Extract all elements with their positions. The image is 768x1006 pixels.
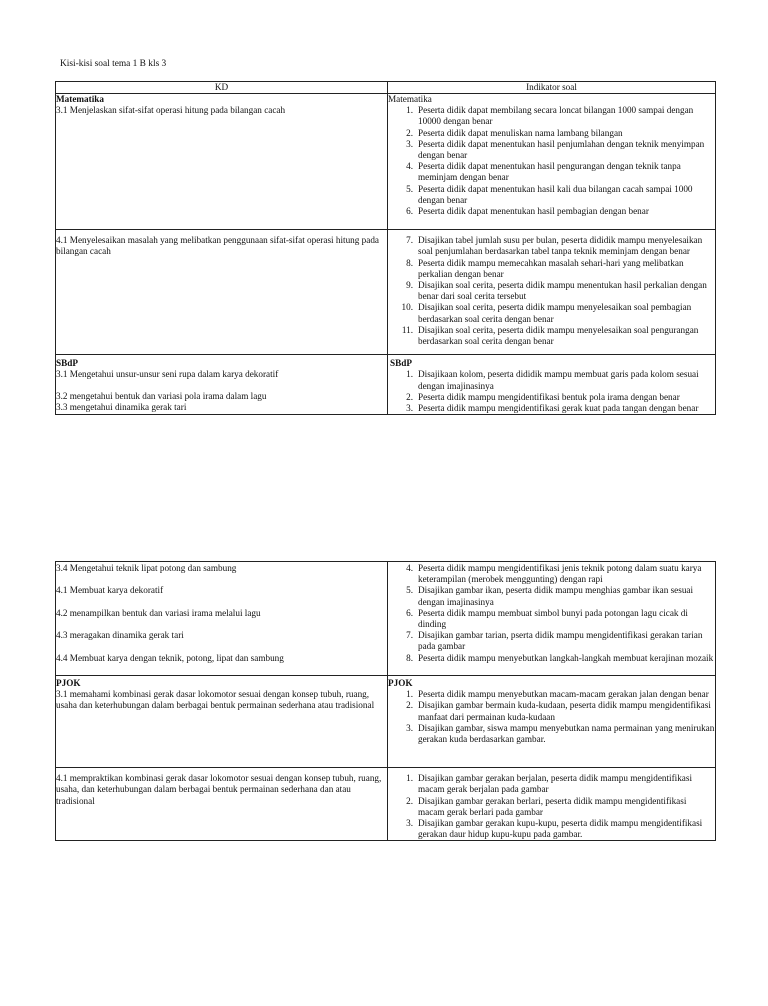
section-heading-matematika: Matematika [56, 94, 104, 104]
item-number: 5. [406, 585, 413, 596]
indikator-item [388, 105, 715, 127]
item-text: Peserta didik mampu menyebutkan langkah-langkah membuat kerajinan mozaik [418, 652, 714, 663]
item-text: Peserta didik mampu mengidentifikasi bentuk pola irama dengan benar [418, 391, 680, 402]
item-number: 5. [406, 183, 413, 194]
item-text: Peserta didik dapat menentukan hasil penjumlahan dengan teknik menyimpan dengan benar [418, 138, 705, 161]
indikator-item [388, 818, 715, 840]
indikator-item [388, 235, 715, 257]
indikator-item [388, 184, 715, 206]
indikator-item [388, 796, 715, 818]
indikator-list [388, 563, 715, 664]
kd-text: 4.1 Membuat karya dekoratif [56, 585, 164, 596]
kd-text: 4.3 meragakan dinamika gerak tari [56, 630, 184, 641]
item-text: Peserta didik mampu menyebutkan macam-macam gerakan jalan dengan benar [418, 689, 709, 700]
section-heading-sbdp-indikator: SBdP [390, 358, 412, 369]
item-number: 6. [406, 206, 413, 217]
kd-text: 3.1 Menjelaskan sifat-sifat operasi hitung pada bilangan cacah [56, 105, 286, 116]
item-text: Peserta didik dapat menentukan hasil pengurangan dengan teknik tanpa meminjam dengan benar [418, 161, 681, 183]
indikator-list [388, 235, 715, 347]
item-text: Disajikan soal cerita, peserta didik mampu menyelesaikan soal pengurangan berdasarkan soal cerita dengan benar [418, 324, 699, 347]
indikator-item [388, 392, 715, 403]
item-number: 4. [406, 161, 413, 172]
indikator-cell [388, 562, 716, 676]
item-number: 4. [406, 563, 413, 573]
item-text: Peserta didik dapat membilang secara loncat bilangan 1000 sampai dengan 10000 dengan benar [418, 105, 694, 127]
kisi-table-page1 [55, 81, 716, 415]
kd-text: 3.3 mengetahui dinamika gerak tari [56, 401, 187, 412]
indikator-item [388, 773, 715, 795]
indikator-cell [388, 230, 716, 355]
item-text: Disajikan soal cerita, peserta didik mampu menyelesaikan soal pembagian berdasarkan soal cerita dengan benar [418, 302, 692, 324]
kd-text: 3.2 mengetahui bentuk dan variasi pola irama dalam lagu [56, 390, 267, 401]
kd-text: 4.4 Membuat karya dengan teknik, potong, lipat dan sambung [56, 652, 284, 663]
kd-text: 4.1 mempraktikan kombinasi gerak dasar lokomotor sesuai dengan konsep tubuh, ruang, usaha, dan keterhubungan dalam berbagai bentuk permainan sederhana dan atau tradisional [56, 773, 382, 806]
table-row-matematika-3-1 [56, 94, 716, 230]
table-row-pjok-3-1 [56, 675, 716, 767]
item-number: 6. [406, 607, 413, 618]
kd-cell [56, 355, 388, 415]
item-number: 1. [406, 369, 413, 380]
item-text: Disajikaan kolom, peserta dididik mampu membuat garis pada kolom sesuai dengan imajinasinya [418, 369, 699, 391]
indikator-item [388, 630, 715, 652]
item-number: 10. [401, 302, 413, 313]
item-number: 3. [406, 817, 413, 828]
header-indikator: Indikator soal [388, 82, 716, 94]
kisi-table-page2 [55, 561, 716, 841]
indikator-item [388, 139, 715, 161]
table-row-matematika-4-1 [56, 230, 716, 355]
indikator-item [388, 700, 715, 722]
indikator-item [388, 302, 715, 324]
item-text: Disajikan gambar gerakan berjalan, peserta didik mampu mengidentifikasi macam gerak berjalan pada gambar [418, 773, 693, 795]
indikator-item [388, 206, 715, 217]
item-text: Disajikan gambar, siswa mampu menyebutkan nama permainan yang menirukan gerakan kuda berdasarkan gambar. [418, 722, 715, 744]
indikator-list [388, 689, 715, 745]
item-number: 11. [401, 324, 413, 335]
item-number: 1. [406, 689, 413, 700]
item-text: Disajikan tabel jumlah susu per bulan, peserta dididik mampu menyelesaikan soal penjumlahan berdasarkan tabel tanpa teknik meminjam dengan benar [418, 235, 703, 257]
indikator-list [388, 773, 715, 840]
section-heading-pjok-indikator: PJOK [388, 677, 413, 688]
kd-text: 4.1 Menyelesaikan masalah yang melibatkan penggunaan sifat-sifat operasi hitung pada bilangan cacah [56, 235, 379, 257]
indikator-item [388, 280, 715, 302]
item-number: 3. [406, 722, 413, 733]
indikator-item [388, 608, 715, 630]
header-kd: KD [56, 82, 388, 94]
table-header-row [56, 82, 716, 94]
item-text: Peserta didik dapat menentukan hasil pembagian dengan benar [418, 206, 649, 217]
indikator-item [388, 258, 715, 280]
item-number: 1. [406, 105, 413, 116]
kd-cell [56, 562, 388, 676]
item-text: Disajikan gambar bermain kuda-kudaan, peserta didik mampu mengidentifikasi manfaat dari permainan kuda-kudaan [418, 700, 711, 722]
section-heading-matematika-indikator: Matematika [388, 94, 432, 104]
section-heading-pjok: PJOK [56, 677, 81, 688]
item-number: 2. [406, 700, 413, 711]
indikator-item [388, 161, 715, 183]
indikator-item [388, 585, 715, 607]
table-row-sbdp [56, 355, 716, 415]
item-text: Peserta didik mampu membuat simbol bunyi pada potongan lagu cicak di dinding [418, 607, 688, 630]
indikator-item [388, 325, 715, 347]
item-number: 1. [406, 773, 413, 784]
indikator-item [388, 128, 715, 139]
section-heading-sbdp: SBdP [56, 358, 78, 369]
item-text: Peserta didik mampu mengidentifikasi jenis teknik potong dalam suatu karya keterampilan (merobek menggunting) dengan rapi [418, 563, 702, 585]
indikator-cell [388, 675, 716, 767]
kd-text: 3.1 Mengetahui unsur-unsur seni rupa dalam karya dekoratif [56, 369, 279, 380]
indikator-list [388, 105, 715, 217]
item-number: 8. [406, 257, 413, 268]
item-number: 3. [406, 138, 413, 149]
indikator-item [388, 653, 715, 664]
kd-text: 3.1 memahami kombinasi gerak dasar lokomotor sesuai dengan konsep tubuh, ruang, usaha dan keterhubungan dalam berbagai bentuk permainan sederhana atau tradisional [56, 689, 375, 711]
item-number: 9. [406, 280, 413, 291]
item-text: Peserta didik mampu memecahkan masalah sehari-hari yang melibatkan perkalian dengan benar [418, 257, 684, 279]
indikator-item [388, 723, 715, 745]
item-number: 3. [406, 403, 413, 414]
item-text: Disajikan gambar tarian, pserta didik mampu mengidentifikasi gerakan tarian pada gambar [418, 630, 703, 652]
kd-cell [56, 94, 388, 230]
indikator-cell [388, 94, 716, 230]
document-title: Kisi-kisi soal tema 1 B kls 3 [60, 59, 167, 69]
indikator-item [388, 403, 715, 414]
item-text: Disajikan gambar ikan, peserta didik mampu menghias gambar ikan sesuai dengan imajinasinya [418, 585, 694, 607]
kd-cell [56, 675, 388, 767]
kd-cell [56, 768, 388, 841]
item-text: Disajikan gambar gerakan berlari, peserta didik mampu mengidentifikasi macam gerak berlari pada gambar [418, 795, 687, 817]
indikator-item [388, 689, 715, 700]
item-text: Peserta didik dapat menuliskan nama lambang bilangan [418, 127, 623, 138]
item-text: Peserta didik mampu mengidentifikasi gerak kuat pada tangan dengan benar [418, 403, 699, 414]
item-number: 7. [406, 235, 413, 246]
kd-text: 4.2 menampilkan bentuk dan variasi irama melalui lagu [56, 607, 261, 618]
item-number: 2. [406, 795, 413, 806]
item-number: 2. [406, 391, 413, 402]
indikator-item [388, 369, 715, 391]
indikator-list [388, 369, 715, 414]
item-number: 8. [406, 652, 413, 663]
item-text: Disajikan gambar gerakan kupu-kupu, peserta didik mampu mengidentifikasi gerakan daur hidup kupu-kupu pada gambar. [418, 817, 703, 840]
item-number: 7. [406, 630, 413, 641]
table-row-pjok-4-1 [56, 768, 716, 841]
indikator-cell [388, 355, 716, 415]
item-number: 2. [406, 127, 413, 138]
item-text: Peserta didik dapat menentukan hasil kali dua bilangan cacah sampai 1000 dengan benar [418, 183, 693, 205]
table-row-sbdp-continued [56, 562, 716, 676]
item-text: Disajikan soal cerita, peserta didik mampu menentukan hasil perkalian dengan benar dari soal cerita tersebut [418, 280, 707, 302]
kd-cell [56, 230, 388, 355]
indikator-item [388, 563, 715, 585]
indikator-cell [388, 768, 716, 841]
kd-text: 3.4 Mengetahui teknik lipat potong dan sambung [56, 563, 237, 573]
